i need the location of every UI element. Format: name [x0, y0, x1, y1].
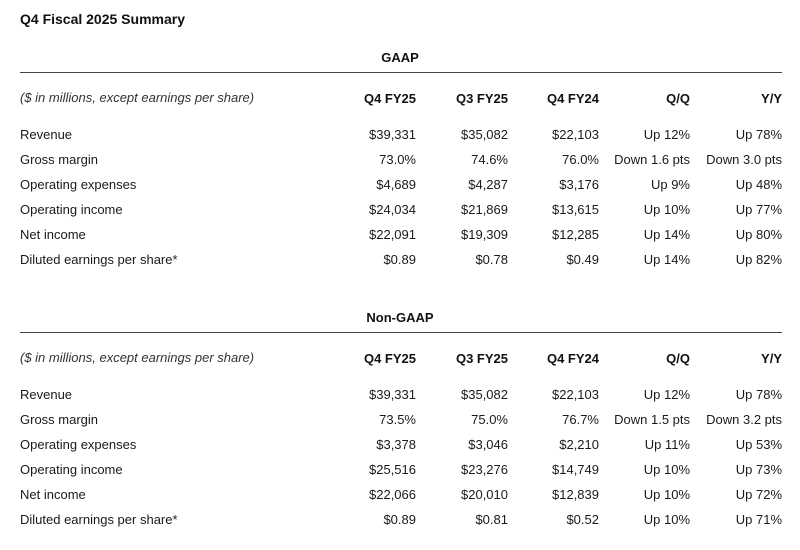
non-gaap-col-header: Q4 FY25	[363, 350, 416, 366]
table-cell: $22,103	[552, 387, 599, 402]
table-cell: Up 9%	[650, 177, 690, 192]
table-cell: 73.5%	[379, 412, 416, 427]
table-cell: Up 12%	[643, 387, 690, 402]
table-cell: $35,082	[461, 127, 508, 142]
table-row	[20, 382, 782, 407]
table-row	[20, 482, 782, 507]
table-cell: Up 71%	[735, 512, 782, 527]
table-cell: Up 78%	[735, 387, 782, 402]
table-cell: 76.7%	[562, 412, 599, 427]
table-cell: Up 48%	[735, 177, 782, 192]
gaap-units-description: ($ in millions, except earnings per share)	[20, 90, 255, 105]
row-label: Gross margin	[20, 412, 99, 427]
table-cell: Up 10%	[643, 487, 690, 502]
table-cell: 74.6%	[471, 152, 508, 167]
table-row	[20, 457, 782, 482]
table-cell: Up 12%	[643, 127, 690, 142]
table-cell: 76.0%	[562, 152, 599, 167]
table-cell: $3,378	[376, 437, 416, 452]
table-cell: $25,516	[369, 462, 416, 477]
table-cell: $12,285	[552, 227, 599, 242]
table-cell: 75.0%	[471, 412, 508, 427]
table-cell: Up 80%	[735, 227, 782, 242]
table-row	[20, 222, 782, 247]
non-gaap-header-rule	[20, 332, 782, 333]
table-cell: $0.49	[566, 252, 599, 267]
table-cell: $19,309	[461, 227, 508, 242]
gaap-title-text: GAAP	[381, 50, 419, 65]
table-cell: 73.0%	[379, 152, 416, 167]
table-cell: $22,066	[369, 487, 416, 502]
row-label: Operating expenses	[20, 177, 137, 192]
non-gaap-units-description: ($ in millions, except earnings per share)	[20, 350, 255, 365]
row-label: Operating income	[20, 462, 123, 477]
page-title: Q4 Fiscal 2025 Summary	[20, 11, 185, 27]
gaap-table	[20, 74, 782, 272]
gaap-col-header: Y/Y	[761, 90, 782, 106]
table-cell: Down 1.6 pts	[614, 152, 690, 167]
table-cell: Up 10%	[643, 512, 690, 527]
row-label: Revenue	[20, 127, 73, 142]
table-cell: $35,082	[461, 387, 508, 402]
table-cell: $3,046	[468, 437, 508, 452]
table-cell: $22,091	[369, 227, 416, 242]
non-gaap-title-text: Non-GAAP	[366, 310, 434, 325]
table-cell: $4,287	[468, 177, 508, 192]
gaap-col-header: Q3 FY25	[455, 90, 508, 106]
table-cell: $4,689	[376, 177, 416, 192]
non-gaap-col-header: Q4 FY24	[546, 350, 599, 366]
non-gaap-col-header: Q3 FY25	[455, 350, 508, 366]
table-cell: $39,331	[369, 387, 416, 402]
table-cell: $21,869	[461, 202, 508, 217]
table-row	[20, 407, 782, 432]
row-label: Net income	[20, 487, 86, 502]
table-cell: $0.89	[383, 512, 416, 527]
row-label: Operating expenses	[20, 437, 137, 452]
table-cell: $20,010	[461, 487, 508, 502]
row-label: Diluted earnings per share*	[20, 512, 178, 527]
table-row	[20, 247, 782, 272]
table-cell: Up 10%	[643, 202, 690, 217]
table-cell: Up 82%	[735, 252, 782, 267]
table-cell: Up 10%	[643, 462, 690, 477]
table-cell: $0.81	[475, 512, 508, 527]
gaap-col-header: Q4 FY24	[546, 90, 599, 106]
table-cell: Up 77%	[735, 202, 782, 217]
table-cell: Up 53%	[735, 437, 782, 452]
table-cell: Up 72%	[735, 487, 782, 502]
non-gaap-header-row	[20, 334, 782, 382]
table-row	[20, 172, 782, 197]
table-row	[20, 432, 782, 457]
table-cell: $22,103	[552, 127, 599, 142]
table-row	[20, 507, 782, 532]
gaap-col-header: Q4 FY25	[363, 90, 416, 106]
row-label: Operating income	[20, 202, 123, 217]
table-cell: $13,615	[552, 202, 599, 217]
gaap-header-rule	[20, 72, 782, 73]
table-cell: $3,176	[559, 177, 599, 192]
table-cell: Up 11%	[644, 437, 690, 452]
non-gaap-table	[20, 334, 782, 532]
table-cell: Up 14%	[643, 252, 690, 267]
non-gaap-col-header: Q/Q	[666, 350, 690, 366]
gaap-col-header: Q/Q	[666, 90, 690, 106]
table-row	[20, 147, 782, 172]
table-cell: $14,749	[552, 462, 599, 477]
table-cell: Down 3.2 pts	[706, 412, 782, 427]
row-label: Gross margin	[20, 152, 99, 167]
row-label: Net income	[20, 227, 86, 242]
non-gaap-col-header: Y/Y	[761, 350, 782, 366]
table-cell: $2,210	[559, 437, 599, 452]
table-cell: Down 3.0 pts	[706, 152, 782, 167]
row-label: Diluted earnings per share*	[20, 252, 178, 267]
table-cell: Down 1.5 pts	[614, 412, 690, 427]
table-cell: Up 73%	[735, 462, 782, 477]
table-cell: $23,276	[461, 462, 508, 477]
table-cell: Up 14%	[643, 227, 690, 242]
table-row	[20, 197, 782, 222]
table-row	[20, 122, 782, 147]
table-cell: $39,331	[369, 127, 416, 142]
table-cell: $12,839	[552, 487, 599, 502]
gaap-header-row	[20, 74, 782, 122]
table-cell: $0.89	[383, 252, 416, 267]
table-cell: Up 78%	[735, 127, 782, 142]
table-cell: $0.78	[475, 252, 508, 267]
row-label: Revenue	[20, 387, 73, 402]
table-cell: $0.52	[566, 512, 599, 527]
table-cell: $24,034	[369, 202, 416, 217]
